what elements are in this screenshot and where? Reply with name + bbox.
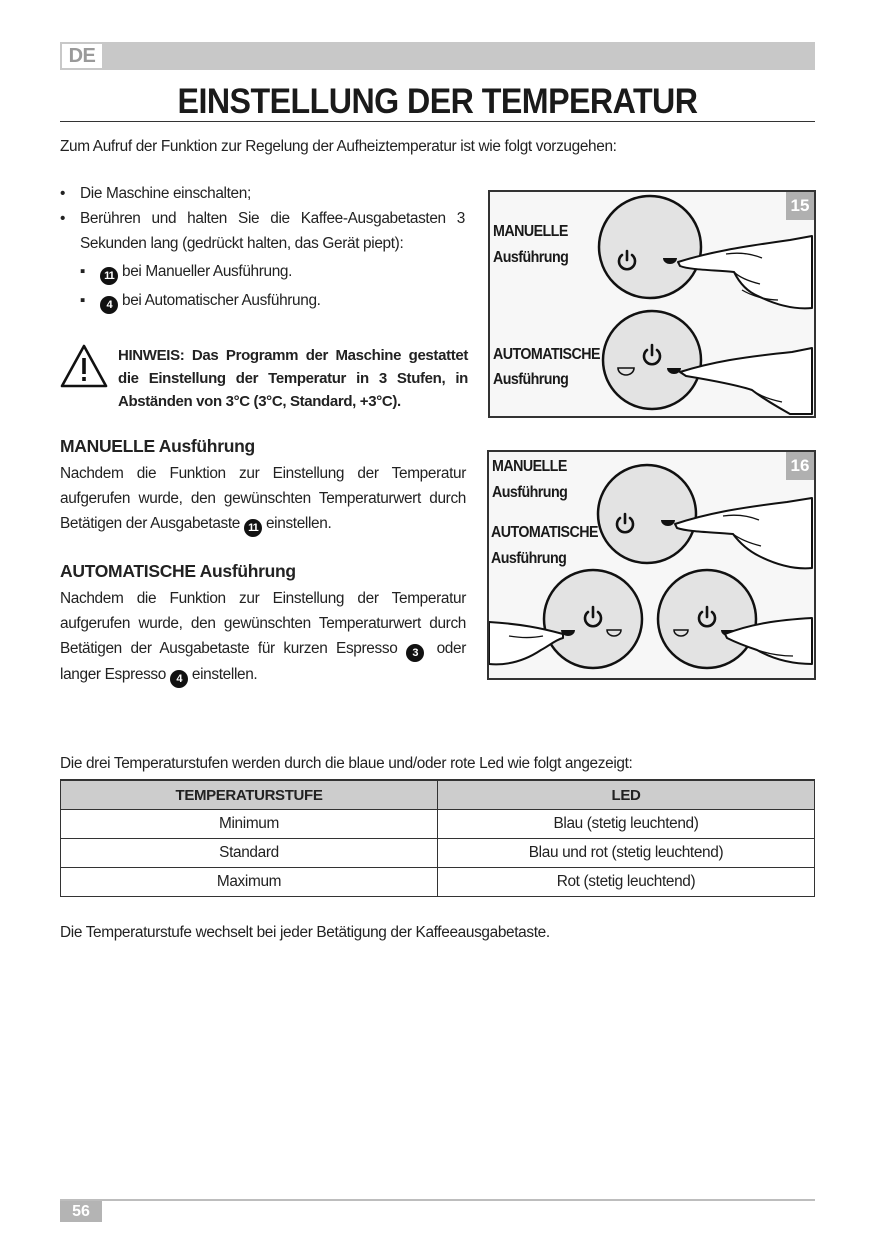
manual-text: Nachdem die Funktion zur Einstellung der Temperatur aufgerufen wurde, den gewünschten Temperaturwert durch Betätigen der Ausgabetaste [60,465,466,532]
substep-item [60,259,465,285]
figure-number: 15 [786,192,814,220]
figure-label: Ausführung [493,249,569,266]
table-row [61,868,815,897]
table-row [61,839,815,868]
step-item [60,206,465,256]
table-header: TEMPERATURSTUFE [61,780,438,810]
auto-heading: AUTOMATISCHE Ausführung [60,561,296,581]
table-row [61,810,815,839]
table-cell: Minimum [61,810,438,839]
button-number-badge: 4 [170,670,188,688]
manual-heading: MANUELLE Ausführung [60,436,255,456]
square-bullet-icon: ▪ [80,263,86,280]
button-number-badge: 3 [406,644,424,662]
table-header: LED [438,780,815,810]
figure-label: MANUELLE [493,223,568,240]
figure-label: MANUELLE [492,458,567,475]
figure-label: Ausführung [491,550,567,567]
manual-paragraph [60,461,466,537]
table-cell: Blau (stetig leuchtend) [438,810,815,839]
intro-text: Zum Aufruf der Funktion zur Regelung der Aufheiztemperatur ist wie folgt vorzugehen: [60,138,617,155]
step-text: Berühren und halten Sie die Kaffee-Ausgabetasten 3 Sekunden lang (gedrückt halten, das Gerät piept): [80,210,465,252]
square-bullet-icon: ▪ [80,292,86,309]
figure-label: AUTOMATISCHE [491,524,598,541]
note-text: HINWEIS: Das Programm der Maschine gestattet die Einstellung der Temperatur in 3 Stufen, in Abständen von 3°C (3°C, Standard, +3°C). [118,347,468,410]
language-bar [60,42,815,70]
table-header-row [61,780,815,810]
bullet-icon: • [60,210,66,227]
table-cell: Blau und rot (stetig leuchtend) [438,839,815,868]
substep-text: bei Manueller Ausführung. [122,263,293,280]
temperature-levels-table [60,779,815,897]
language-code: DE [62,44,102,68]
table-cell: Maximum [61,868,438,897]
page-number: 56 [60,1201,102,1222]
table-cell: Rot (stetig leuchtend) [438,868,815,897]
figure-label: AUTOMATISCHE [493,346,600,363]
bullet-icon: • [60,185,66,202]
button-number-badge: 11 [100,267,118,285]
manual-text-end: einstellen. [265,515,332,532]
table-cell: Standard [61,839,438,868]
figure-label: Ausführung [493,371,569,388]
substep-text: bei Automatischer Ausführung. [122,292,321,309]
step-text: Die Maschine einschalten; [80,185,251,202]
warning-icon [60,344,108,388]
button-number-badge: 11 [244,519,262,537]
figure-15 [488,190,816,418]
auto-paragraph [60,586,466,688]
substep-item [60,288,465,314]
button-number-badge: 4 [100,296,118,314]
footer-rule [60,1199,815,1201]
step-item [60,181,465,206]
table-intro: Die drei Temperaturstufen werden durch die blaue und/oder rote Led wie folgt angezeigt: [60,755,633,772]
auto-text-mid: oder langer Espresso [60,640,466,683]
page-title: EINSTELLUNG DER TEMPERATUR [177,82,698,121]
figure-label: Ausführung [492,484,568,501]
auto-text-end: einstellen. [191,666,258,683]
auto-text: Nachdem die Funktion zur Einstellung der Temperatur aufgerufen wurde, den gewünschten Temperaturwert durch Betätigen der Ausgabetaste für kurzen Espresso [60,590,466,657]
title-divider [60,121,815,122]
steps-list [60,181,465,314]
figure-16 [487,450,816,680]
outro-text: Die Temperaturstufe wechselt bei jeder Betätigung der Kaffeeausgabetaste. [60,924,550,941]
figure-number: 16 [786,452,814,480]
